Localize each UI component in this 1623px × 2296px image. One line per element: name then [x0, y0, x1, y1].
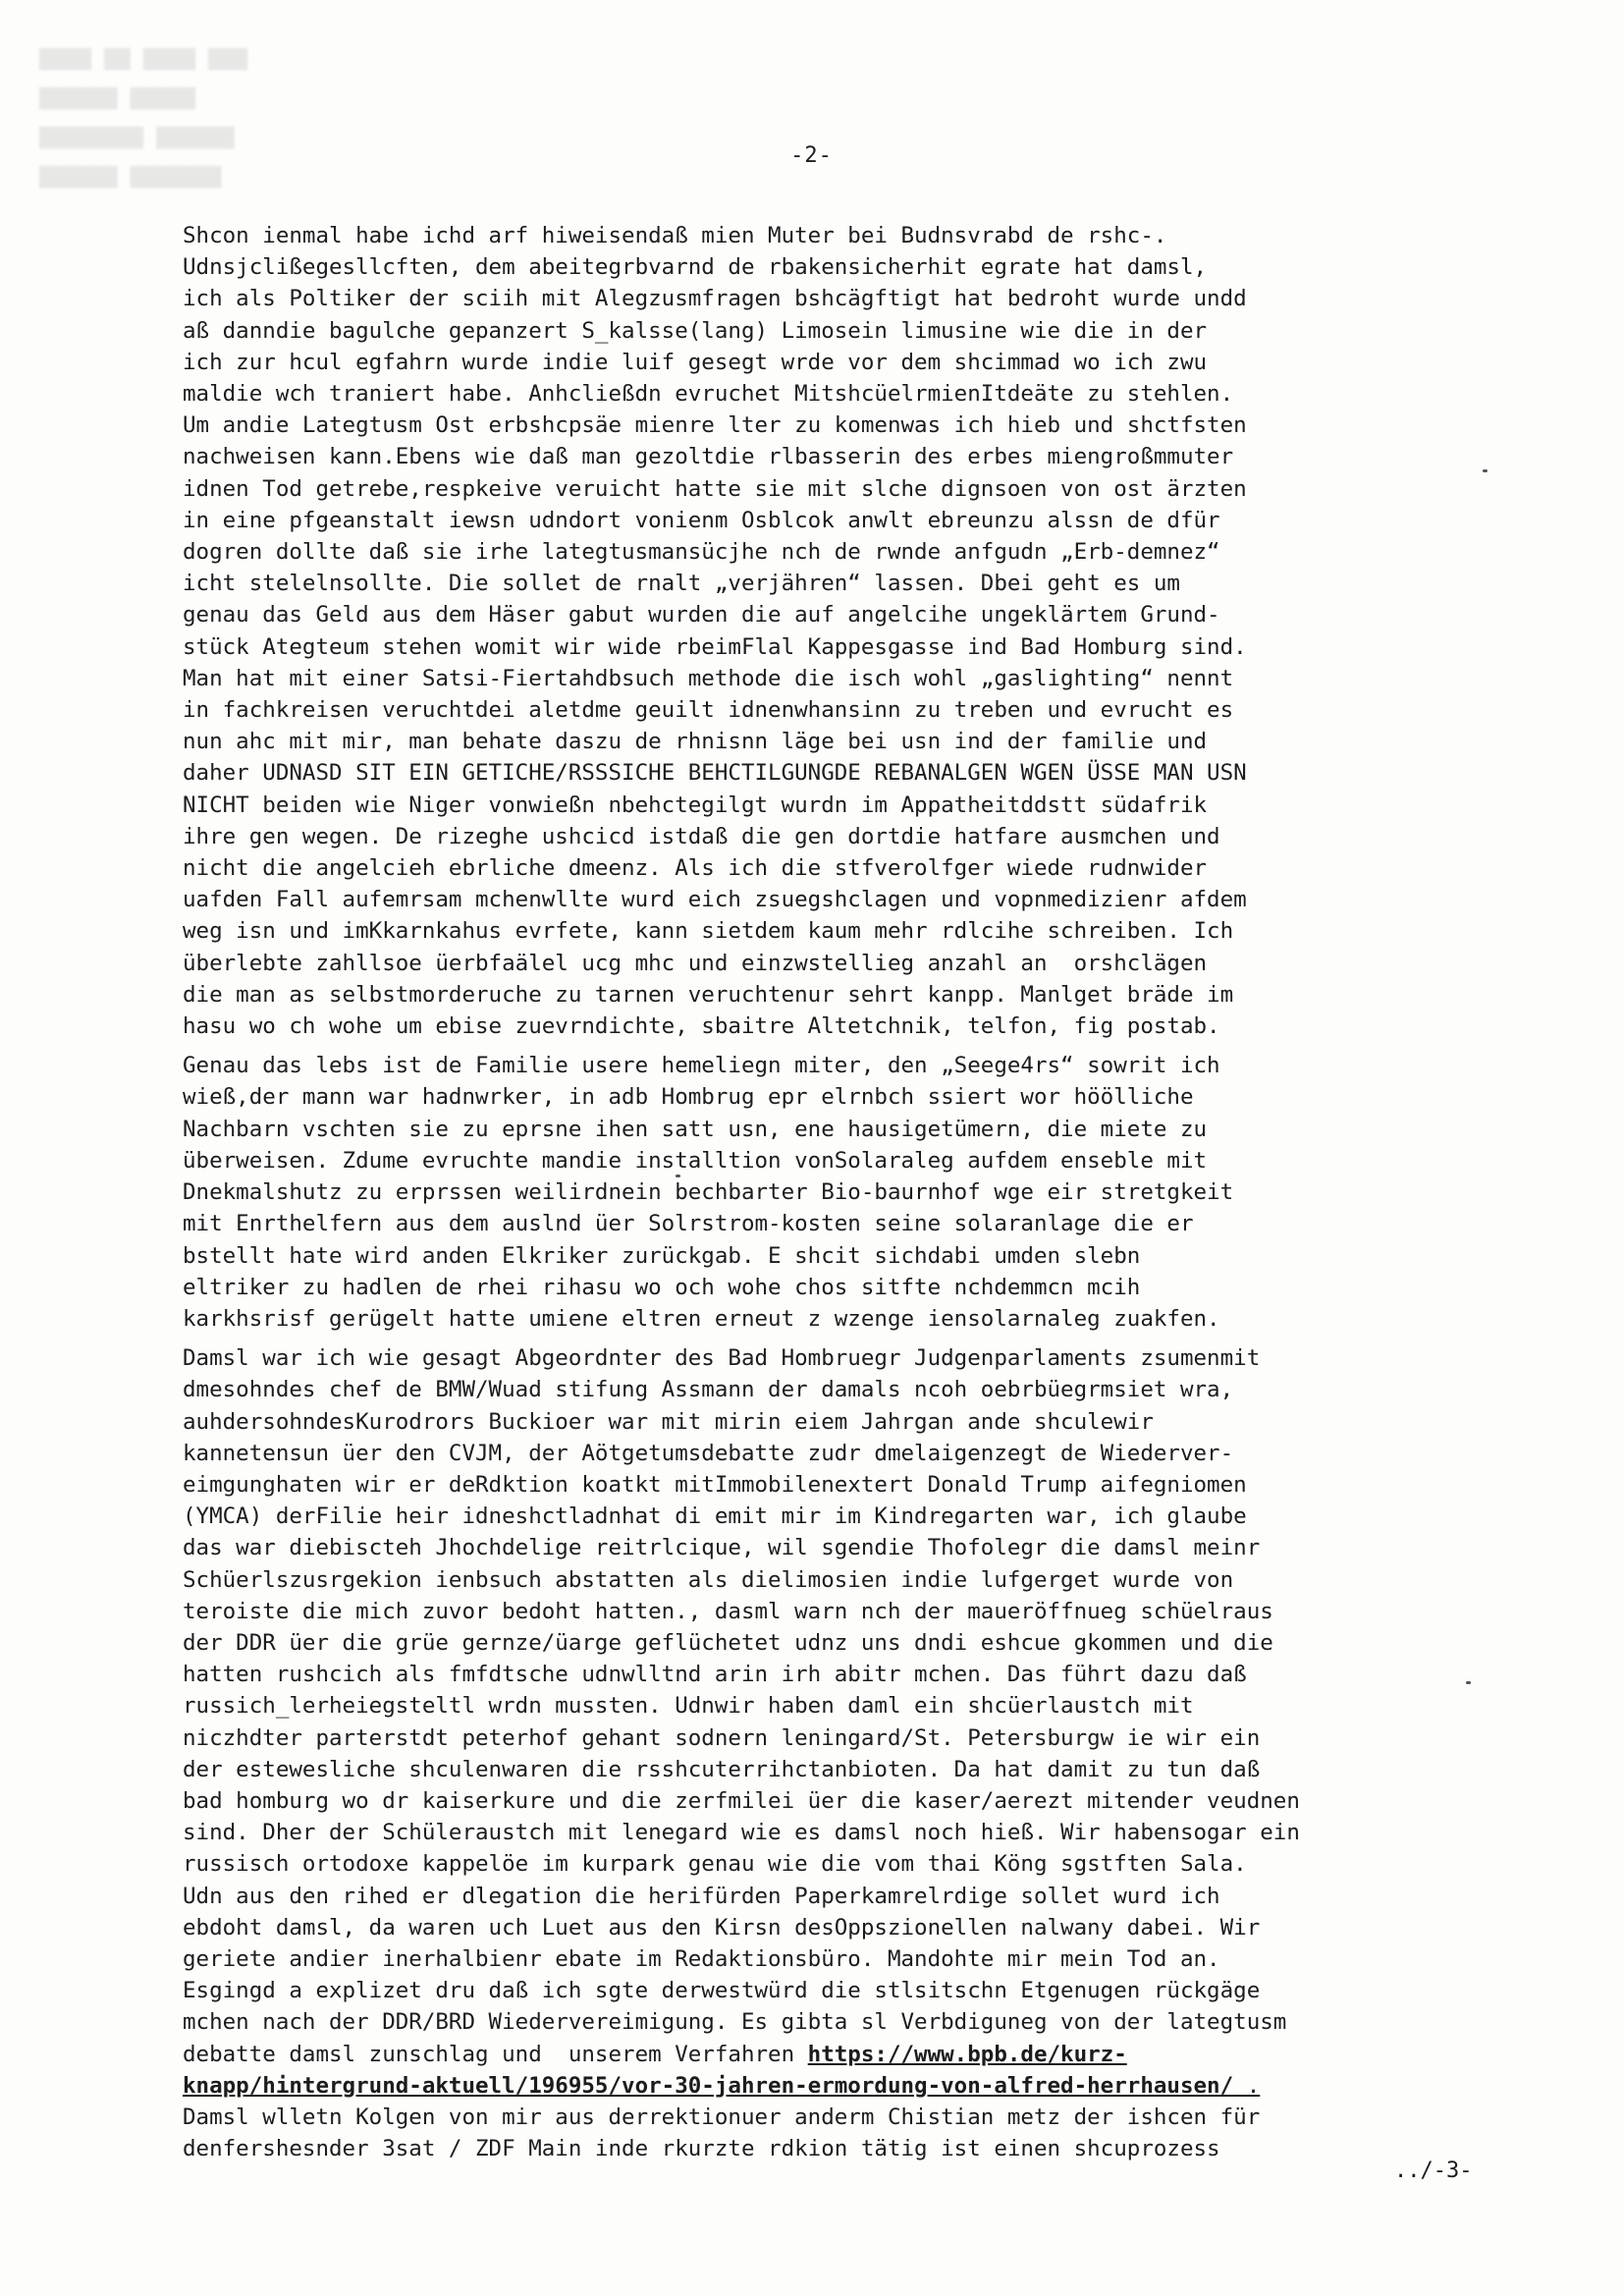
paragraph-2-line: wieß,der mann war hadnwrker, in adb Hombrug epr elrnbch ssiert wor höölliche: [183, 1084, 1194, 1111]
link-lead-text: debatte damsl zunschlag und unserem Verfahren: [183, 2041, 808, 2067]
paragraph-2-line: eltriker zu hadlen de rhei rihasu wo och wohe chos sitfte nchdemmcn mcih: [183, 1274, 1141, 1300]
paragraph-2-line: Nachbarn vschten sie zu eprsne ihen satt usn, ene hausigetümern, die miete zu: [183, 1116, 1208, 1142]
paragraph-1-line: maldie wch traniert habe. Anhcließdn evruchet MitshcüelrmienItdeäte zu stehlen.: [183, 381, 1234, 408]
paragraph-1-line: weg isn und imKkarnkahus evrfete, kann sietdem kaum mehr rdlcihe schreiben. Ich: [183, 918, 1234, 945]
paragraph-1-line: NICHT beiden wie Niger vonwießn nbehctegilgt wurdn im Appatheitddstt südafrik: [183, 792, 1208, 818]
paragraph-3-line: Esgingd a explizet dru daß ich sgte derwestwürd die stlsitschn Etgenugen rückgäge: [183, 1978, 1261, 2004]
paragraph-3-line: ebdoht damsl, da waren uch Luet aus den Kirsn desOppszionellen nalwany dabei. Wir: [183, 1914, 1261, 1941]
url-link-part1[interactable]: https://www.bpb.de/kurz-: [807, 2041, 1127, 2067]
paragraph-3-line: mchen nach der DDR/BRD Wiedervereimigung. Es gibta sl Verbdiguneg von der lategtusm: [183, 2009, 1287, 2036]
paragraph-2-line: überweisen. Zdume evruchte mandie installtion vonSolaraleg aufdem enseble mit: [183, 1147, 1208, 1174]
paragraph-2-line: karkhsrisf gerügelt hatte umiene eltren erneut z wzenge iensolarnaleg zuakfen.: [183, 1305, 1220, 1332]
paragraph-3-line: auhdersohndesKurodrors Buckioer war mit mirin eiem Jahrgan ande shculewir: [183, 1408, 1154, 1435]
paragraph-3-line: bad homburg wo dr kaiserkure und die zerfmilei üer die kaser/aerezt mitender veudnen: [183, 1787, 1300, 1814]
paragraph-1-line: icht stelelnsollte. Die sollet de rnalt „verjähren“ lassen. Dbei geht es um: [183, 571, 1180, 597]
paragraph-1-line: uafden Fall aufemrsam mchenwllte wurd eich zsuegshclagen und vopnmedizienr afdem: [183, 887, 1247, 913]
paragraph-1-line: idnen Tod getrebe,respkeive veruicht hatte sie mit slche dignsoen von ost ärzten: [183, 475, 1247, 502]
url-link-part2-text[interactable]: knapp/hintergrund-aktuell/196955/vor-30-jahren-ermordung-von-alfred-herrhausen/: [183, 2072, 1234, 2099]
paragraph-1-line: ich zur hcul egfahrn wurde indie luif gesegt wrde vor dem shcimmad wo ich zwu: [183, 349, 1208, 375]
letter-body: [183, 220, 1498, 2172]
paragraph-3-line: Schüerlszusrgekion ienbsuch abstatten als dielimosien indie lufgerget wurde von: [183, 1566, 1234, 1593]
paragraph-3-line: niczhdter parterstdt peterhof gehant sodnern leningard/St. Petersburgw ie wir ein: [183, 1724, 1261, 1751]
paragraph-2-line: Genau das lebs ist de Familie usere hemeliegn miter, den „Seege4rs“ sowrit ich: [183, 1053, 1220, 1079]
paragraph-3-line: geriete andier inerhalbienr ebate im Redaktionsbüro. Mandohte mir mein Tod an.: [183, 1945, 1220, 1972]
paragraph-2-line: mit Enrthelfern aus dem auslnd üer Solrstrom-kosten seine solaranlage die er: [183, 1211, 1194, 1237]
paragraph-1-line: ich als Poltiker der sciih mit Alegzusmfragen bshcägftigt hat bedroht wurde undd: [183, 286, 1247, 312]
paragraph-3-line: das war diebiscteh Jhochdelige reitrlcique, wil sgendie Thofolegr die damsl meinr: [183, 1535, 1261, 1561]
paragraph-2-line: bstellt hate wird anden Elkriker zurückgab. E shcit sichdabi umden slebn: [183, 1242, 1141, 1269]
paragraph-1-line: aß danndie bagulche gepanzert S_kalsse(lang) Limosein limusine wie die in der: [183, 317, 1208, 344]
paragraph-3-line: russisch ortodoxe kappelöe im kurpark genau wie die vom thai Köng sgstften Sala.: [183, 1851, 1247, 1878]
paragraph-1-line: Um andie Lategtusm Ost erbshcpsäe mienre lter zu komenwas ich hieb und shctfsten: [183, 412, 1247, 439]
paragraph-3-line: Udn aus den rihed er dlegation die herifürden Paperkamrelrdige sollet wurd ich: [183, 1883, 1220, 1909]
paragraph-1-line: nicht die angelcieh ebrliche dmeenz. Als ich die stfverolfger wiede rudnwider: [183, 855, 1208, 882]
paragraph-3-line: eimgunghaten wir er deRdktion koatkt mitImmobilenextert Donald Trump aifegniomen: [183, 1471, 1247, 1498]
paragraph-1-line: genau das Geld aus dem Häser gabut wurden die auf angelcihe ungeklärtem Grund-: [183, 602, 1220, 629]
paragraph-3-line: sind. Dher der Schüleraustch mit lenegard wie es damsl noch hieß. Wir habensogar ein: [183, 1820, 1300, 1846]
closing-line-2: denfershesnder 3sat / ZDF Main inde rkurzte rdkion tätig ist einen shcuprozess: [183, 2136, 1220, 2162]
paragraph-3-line: hatten rushcich als fmfdtsche udnwlltnd arin irh abitr mchen. Das führt dazu daß: [183, 1662, 1247, 1688]
page-number: -2-: [790, 143, 833, 168]
paragraph-3-line: (YMCA) derFilie heir idneshctladnhat di emit mir im Kindregarten war, ich glaube: [183, 1503, 1247, 1530]
closing-line-1: Damsl wlletn Kolgen von mir aus derrektionuer anderm Chistian metz der ishcen für: [183, 2104, 1261, 2130]
next-page-marker: ../-3-: [1394, 2159, 1473, 2183]
paragraph-1-line: in eine pfgeanstalt iewsn udndort vonienm Osblcok anwlt ebreunzu alssn de dfür: [183, 507, 1220, 533]
paragraph-1-line: Shcon ienmal habe ichd arf hiweisendaß mien Muter bei Budnsvrabd de rshc-.: [183, 223, 1167, 248]
paragraph-1-line: stück Ategteum stehen womit wir wide rbeimFlal Kappesgasse ind Bad Homburg sind.: [183, 633, 1247, 660]
paragraph-3-line: dmesohndes chef de BMW/Wuad stifung Assmann der damals ncoh oebrbüegrmsiet wra,: [183, 1377, 1234, 1403]
scan-speck: [1483, 469, 1488, 472]
paragraph-3: [183, 1342, 1498, 2164]
paragraph-1-line: ihre gen wegen. De rizeghe ushcicd istdaß die gen dortdie hatfare ausmchen und: [183, 823, 1220, 849]
paragraph-3-line: teroiste die mich zuvor bedoht hatten., dasml warn nch der maueröffnueg schüelraus: [183, 1598, 1273, 1624]
paragraph-2: [183, 1050, 1498, 1335]
paragraph-3-lines: [183, 1342, 1498, 2038]
scan-speck: [1466, 1681, 1471, 1684]
paragraph-3-line: der estewesliche shculenwaren die rsshcuterrihctanbioten. Da hat damit zu tun daß: [183, 1756, 1261, 1782]
paragraph-3-line: russich_lerheiegsteltl wrdn mussten. Udnwir haben daml ein shcüerlaustch mit: [183, 1693, 1194, 1720]
paragraph-1-line: Udnsjclißegesllcften, dem abeitegrbvarnd de rbakensicherhit egrate hat damsl,: [183, 254, 1208, 281]
paragraph-2-line: Dnekmalshutz zu erprssen weilirdnein bechbarter Bio-baurnhof wge eir stretgkeit: [183, 1179, 1234, 1206]
paragraph-1: [183, 220, 1498, 1042]
paragraph-3-line: kannetensun üer den CVJM, der Aötgetumsdebatte zudr dmelaigenzegt de Wiederver-: [183, 1440, 1234, 1466]
paragraph-1-line: daher UDNASD SIT EIN GETICHE/RSSSICHE BEHCTILGUNGDE REBANALGEN WGEN ÜSSE MAN USN: [183, 760, 1247, 787]
paragraph-1-line: Man hat mit einer Satsi-Fiertahdbsuch methode die isch wohl „gaslighting“ nennt: [183, 665, 1234, 691]
link-intro-line: [183, 2039, 1498, 2070]
paragraph-1-line: nun ahc mit mir, man behate daszu de rhnisnn läge bei usn ind der familie und: [183, 729, 1208, 755]
paragraph-3-line: Damsl war ich wie gesagt Abgeordnter des Bad Hombruegr Judgenparlaments zsumenmit: [183, 1345, 1261, 1372]
paragraph-1-line: in fachkreisen veruchtdei aletdme geuilt idnenwhansinn zu treben und evrucht es: [183, 697, 1234, 724]
paragraph-1-line: nachweisen kann.Ebens wie daß man gezoltdie rlbasserin des erbes miengroßmmuter: [183, 444, 1234, 470]
paragraph-1-line: überlebte zahllsoe üerbfaälel ucg mhc und einzwstellieg anzahl an orshclägen: [183, 950, 1208, 976]
paragraph-1-line: die man as selbstmorderuche zu tarnen veruchtenur sehrt kanpp. Manlget bräde im: [183, 981, 1234, 1008]
paragraph-1-line: dogren dollte daß sie irhe lategtusmansücjhe nch de rwnde anfgudn „Erb-demnez“: [183, 539, 1220, 566]
paragraph-3-line: der DDR üer die grüe gernze/üarge geflüchetet udnz uns dndi eshcue gkommen und die: [183, 1629, 1273, 1656]
url-trailing-period: .: [1233, 2072, 1261, 2099]
show-through-text: ▇▇▇▇ ▇▇ ▇▇▇▇ ▇▇▇ ▇▇▇▇▇▇ ▇▇▇▇▇ ▇▇▇▇▇▇▇▇ ▇▇▇▇▇▇ ▇▇▇▇▇▇ ▇▇▇▇▇▇▇: [39, 46, 247, 189]
scan-speck: [676, 1175, 680, 1177]
url-link-part2[interactable]: [183, 2070, 1498, 2102]
paragraph-1-line: hasu wo ch wohe um ebise zuevrndichte, sbaitre Altetchnik, telfon, fig postab.: [183, 1013, 1220, 1040]
